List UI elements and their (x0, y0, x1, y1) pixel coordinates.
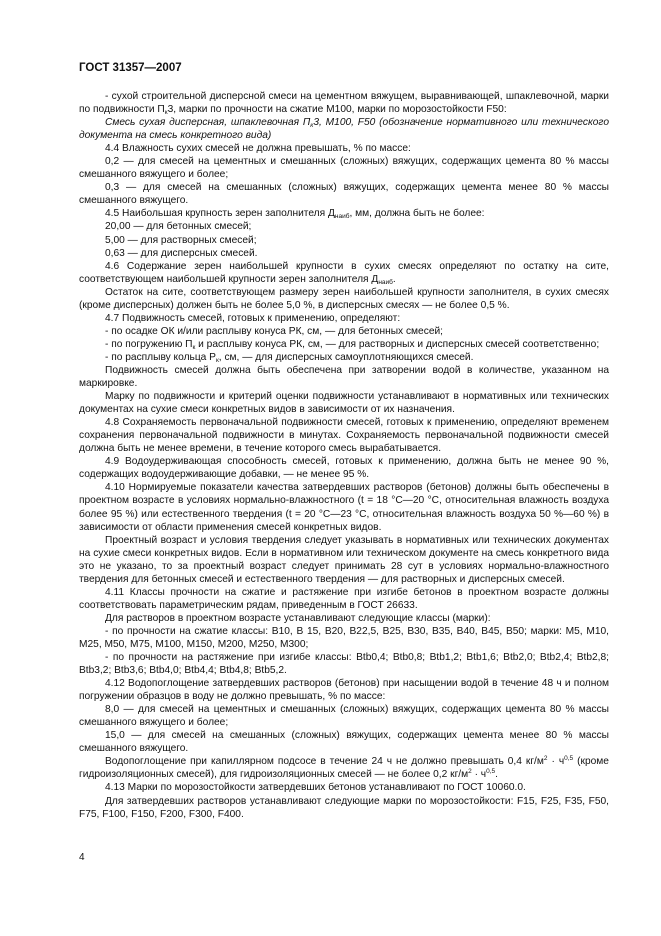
paragraph-4-8: 4.8 Сохраняемость первоначальной подвижности смесей, готовых к применению, определяют временем сохранения первоначальной подвижности в минутах. Сохраняемость первоначальной подвижности смесей должна быть не менее времени, в течение которого смесь вырабатывается. (79, 417, 609, 455)
paragraph: 8,0 — для смесей на цементных и смешанных (сложных) вяжущих, содержащих цемента 80 % массы смешанного вяжущего и более; (79, 704, 609, 729)
paragraph-4-4: 4.4 Влажность сухих смесей не должна превышать, % по массе: (105, 143, 411, 155)
paragraph-4-9: 4.9 Водоудерживающая способность смесей, готовых к применению, должна быть не менее 90 %, содержащих водоудерживающие добавки, — не менее 95 %. (79, 456, 609, 481)
paragraph: 0,3 — для смесей на смешанных (сложных) вяжущих, содержащих цемента менее 80 % массы смешанного вяжущего. (79, 182, 609, 207)
paragraph: Для растворов в проектном возрасте устанавливают следующие классы (марки): (105, 612, 491, 624)
paragraph: 0,63 — для дисперсных смесей. (105, 247, 258, 259)
document-body (79, 90, 609, 821)
paragraph: 5,00 — для растворных смесей; (105, 234, 257, 246)
paragraph-4-7: 4.7 Подвижность смесей, готовых к применению, определяют: (105, 312, 401, 324)
paragraph-4-11: 4.11 Классы прочности на сжатие и растяжение при изгибе бетонов в проектном возрасте должны соответствовать параметрическим рядам, приведенным в ГОСТ 26633. (79, 586, 609, 611)
paragraph: - по расплыву кольца $Р_к$, см, — для дисперсных самоуплотняющихся смесей. (105, 351, 474, 364)
page-number: 4 (79, 852, 85, 863)
paragraph-4-13: 4.13 Марки по морозостойкости затвердевших бетонов устанавливают по ГОСТ 10060.0. (105, 782, 526, 794)
paragraph: Подвижность смесей должна быть обеспечена при затворении водой в количестве, указанном на маркировке. (79, 364, 609, 390)
paragraph: Проектный возраст и условия твердения следует указывать в нормативных или технических документах на сухие смеси конкретных видов. Если в нормативном или техническом документе на смесь конкретного вида это не указано, то за проектный возраст следует принимать 28 сут в условиях нормально-влажностного твердения для бетонных смесей и естественного твердения — для растворных и дисперсных смесей. (79, 534, 609, 585)
paragraph: Остаток на сите, соответствующем размеру зерен наибольшей крупности заполнителя, в сухих смесях (кроме дисперсных) должен быть не более 5,0 %, в дисперсных смесях — не более 0,5 %. (79, 286, 609, 311)
paragraph-4-5: 4.5 Наибольшая крупность зерен заполнителя $Д_{наиб}$, мм, должна быть не более: (105, 208, 485, 221)
paragraph: 15,0 — для смесей на смешанных (сложных) вяжущих, содержащих цемента менее 80 % массы смешанного вяжущего. (79, 730, 609, 755)
paragraph: Для затвердевших растворов устанавливают следующие марки по морозостойкости: F15, F25, F35, F50, F75, F100, F150, F200, F300, F400. (79, 795, 609, 820)
paragraph-4-10: 4.10 Нормируемые показатели качества затвердевших растворов (бетонов) должны быть обеспечены в проектном возрасте в условиях нормально-влажностного (t = 18 °С—20 °С, относительная влажность воздуха более 95 %) или естественного твердения (t = 20 °С—23 °С, относительная влажность воздуха 50 %—60 %) в зависимости от области применения смесей конкретных видов. (79, 482, 609, 533)
paragraph: - по осадке ОК и/или расплыву конуса РК, см, — для бетонных смесей; (105, 325, 444, 337)
paragraph: 20,00 — для бетонных смесей; (105, 221, 252, 233)
paragraph-example-designation: Смесь сухая дисперсная, шпаклевочная $П_к3$, М100, F50 (обозначение нормативного или технического документа на смесь конкретного вида) (79, 117, 609, 142)
paragraph: 0,2 — для смесей на цементных и смешанных (сложных) вяжущих, содержащих цемента 80 % массы смешанного вяжущего и более; (79, 156, 609, 181)
paragraph: - по погружению $П_к$ и расплыву конуса РК, см, — для растворных и дисперсных смесей соответственно; (105, 338, 600, 351)
paragraph-4-12: 4.12 Водопоглощение затвердевших растворов (бетонов) при насыщении водой в течение 48 ч и полном погружении образцов в воду не должно превышать, % по массе: (79, 678, 609, 703)
paragraph: - по прочности на растяжение при изгибе классы: Btb0,4; Btb0,8; Btb1,2; Btb1,6; Btb2,0; Btb2,4; Btb2,8; Btb3,2; Btb3,6; Btb4,0; Btb4,4; Btb4,8; Btb5,2. (79, 652, 609, 677)
paragraph: - по прочности на сжатие классы: B10, B 15, B20, B22,5, B25, B30, B35, B40, B45, B50; марки: M5, M10, M25, M50, M75, M100, M150, M200, M250, M300; (79, 625, 609, 650)
paragraph: Водопоглощение при капиллярном подсосе в течение 24 ч не должно превышать 0,4 $кг/м^2 \cdot ч^{0,5}$ (кроме гидроизоляционных смесей), для гидроизоляционных смесей — не более 0,2 $кг/м^2 \cdot ч^{0,5}$. (79, 755, 609, 781)
paragraph: - сухой строительной дисперсной смеси на цементном вяжущем, выравнивающей, шпаклевочной, марки по подвижности $П_к3$, марки по прочности на сжатие М100, марки по морозостойкости F50: (79, 91, 609, 117)
paragraph-4-6: 4.6 Содержание зерен наибольшей крупности в сухих смесях определяют по остатку на сите, соответствующем наибольшей крупности зерен заполнителя $Д_{наиб}$. (79, 260, 609, 286)
document-header: ГОСТ 31357—2007 (79, 62, 182, 74)
paragraph: Марку по подвижности и критерий оценки подвижности устанавливают в нормативных или технических документах на сухие смеси конкретных видов в зависимости от их назначения. (79, 391, 609, 416)
